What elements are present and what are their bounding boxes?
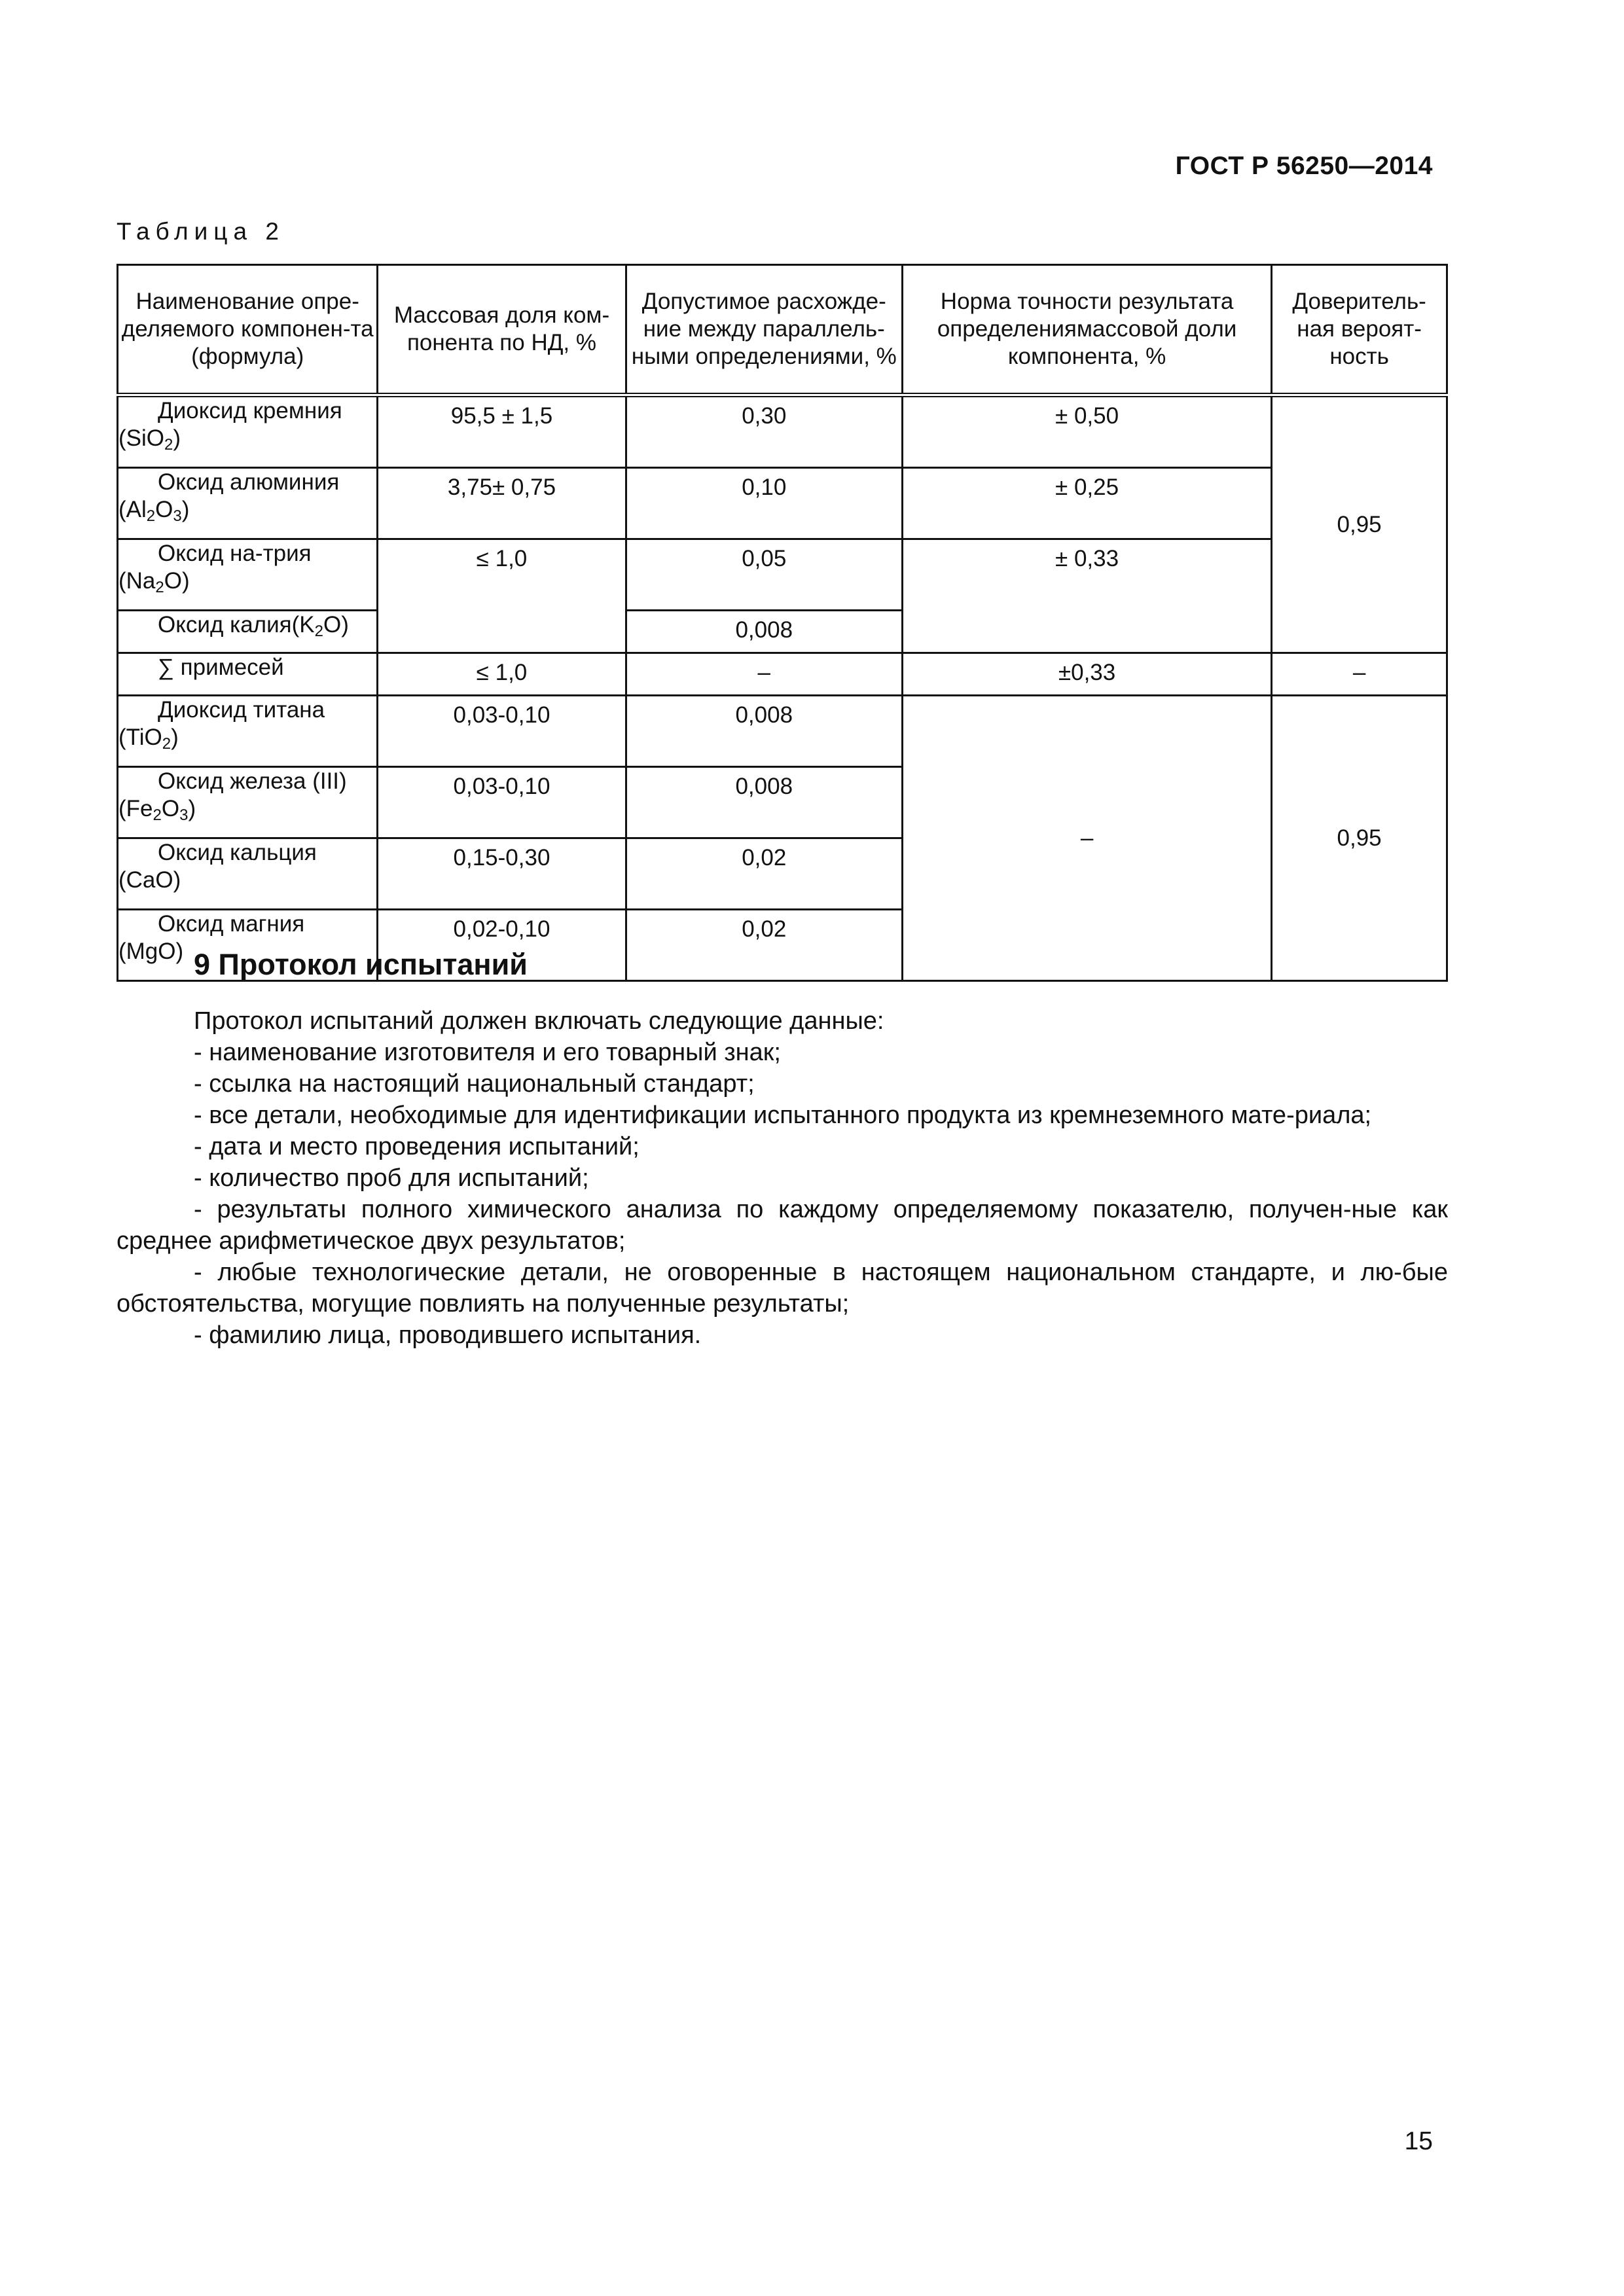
confidence: –	[1272, 653, 1447, 696]
formula: SiO$_2$	[126, 425, 173, 454]
component-name: Диоксид титана (TiO$_2$)	[118, 696, 378, 767]
list-item: - любые технологические детали, не оговоренные в настоящем национальном стандарте, и лю-бые обстоятельства, могущие повлиять на полученные результаты;	[117, 1259, 1448, 1318]
component-name: Диоксид кремния (SiO$_2$)	[118, 395, 378, 468]
allowed-difference: 0,008	[626, 767, 902, 838]
header-accuracy-norm: Норма точности результата определениямассовой доли компонента, %	[902, 265, 1271, 395]
allowed-difference: 0,30	[626, 395, 902, 468]
header-mass-fraction: Массовая доля ком-понента по НД, %	[378, 265, 626, 395]
formula: $K_2O$	[299, 612, 342, 640]
formula: $Fe_2O_3$	[126, 796, 189, 824]
allowed-difference: 0,02	[626, 910, 902, 981]
table-row	[118, 468, 1447, 539]
component-name: Оксид на-трия $(Na_2O)$	[118, 539, 378, 611]
accuracy-norm: ± 0,50	[902, 395, 1271, 468]
mass-fraction: 95,5 ± 1,5	[378, 395, 626, 468]
table-row	[118, 653, 1447, 696]
formula: TiO$_2$	[126, 725, 171, 753]
table-caption: Таблица 2	[117, 218, 285, 245]
section-intro: Протокол испытаний должен включать следующие данные:	[194, 1007, 884, 1035]
confidence-group-2: 0,95	[1272, 696, 1447, 981]
component-name: Оксид железа $(III)(Fe_2O_3)$	[118, 767, 378, 838]
allowed-difference: 0,008	[626, 611, 902, 653]
page-number: 15	[1404, 2127, 1433, 2155]
composition-table	[117, 264, 1448, 982]
component-name: Оксид $калия(K_2O)$	[118, 611, 378, 653]
mass-fraction: 0,03-0,10	[378, 767, 626, 838]
allowed-difference: –	[626, 653, 902, 696]
mass-fraction: 0,15-0,30	[378, 838, 626, 910]
header-allowed-difference: Допустимое расхожде-ние между параллель-ными определениями, %	[626, 265, 902, 395]
allowed-difference: 0,02	[626, 838, 902, 910]
mass-fraction: 3,75± 0,75	[378, 468, 626, 539]
table-row	[118, 696, 1447, 767]
mass-fraction: ≤ 1,0	[378, 539, 626, 653]
mass-fraction: ≤ 1,0	[378, 653, 626, 696]
component-name: Оксид кальция (CaO)	[118, 838, 378, 910]
section-title: 9 Протокол испытаний	[194, 948, 528, 981]
list-item: - результаты полного химического анализа по каждому определяемому показателю, получен-ные как среднее арифметическое двух результатов;	[117, 1196, 1448, 1255]
table-header-row	[118, 265, 1447, 395]
component-name: ∑ примесей	[118, 653, 378, 696]
confidence-group-1: 0,95	[1272, 395, 1447, 653]
header-component: Наименование опре-деляемого компонен-та (формула)	[118, 265, 378, 395]
table-row	[118, 395, 1447, 468]
formula: MgO	[126, 939, 176, 964]
list-item: - количество проб для испытаний;	[194, 1164, 589, 1192]
formula: $Al_2O_3$	[126, 497, 182, 525]
mass-fraction: 0,02-0,10	[378, 910, 626, 981]
list-item: - дата и место проведения испытаний;	[194, 1133, 640, 1160]
accuracy-norm: ±0,33	[902, 653, 1271, 696]
list-item: - все детали, необходимые для идентификации испытанного продукта из кремнеземного мате-риала;	[194, 1102, 1372, 1129]
component-name: Оксид алюминия $(Al_2O_3)$	[118, 468, 378, 539]
table-row	[118, 539, 1447, 611]
allowed-difference: 0,10	[626, 468, 902, 539]
formula: CaO	[126, 867, 173, 893]
allowed-difference: 0,05	[626, 539, 902, 611]
document-code: ГОСТ Р 56250—2014	[1175, 152, 1433, 180]
list-item: - наименование изготовителя и его товарный знак;	[194, 1039, 781, 1066]
list-item: - фамилию лица, проводившего испытания.	[194, 1321, 702, 1349]
component-name: Оксид магния (MgO)	[118, 910, 378, 981]
accuracy-group-2: –	[902, 696, 1271, 981]
accuracy-norm: ± 0,25	[902, 468, 1271, 539]
formula: $Na_2O$	[126, 568, 182, 596]
mass-fraction: 0,03-0,10	[378, 696, 626, 767]
header-confidence: Доверитель-ная вероят-ность	[1272, 265, 1447, 395]
accuracy-norm: ± 0,33	[902, 539, 1271, 653]
section-body	[117, 1005, 1448, 1351]
list-item: - ссылка на настоящий национальный стандарт;	[194, 1070, 755, 1098]
allowed-difference: 0,008	[626, 696, 902, 767]
